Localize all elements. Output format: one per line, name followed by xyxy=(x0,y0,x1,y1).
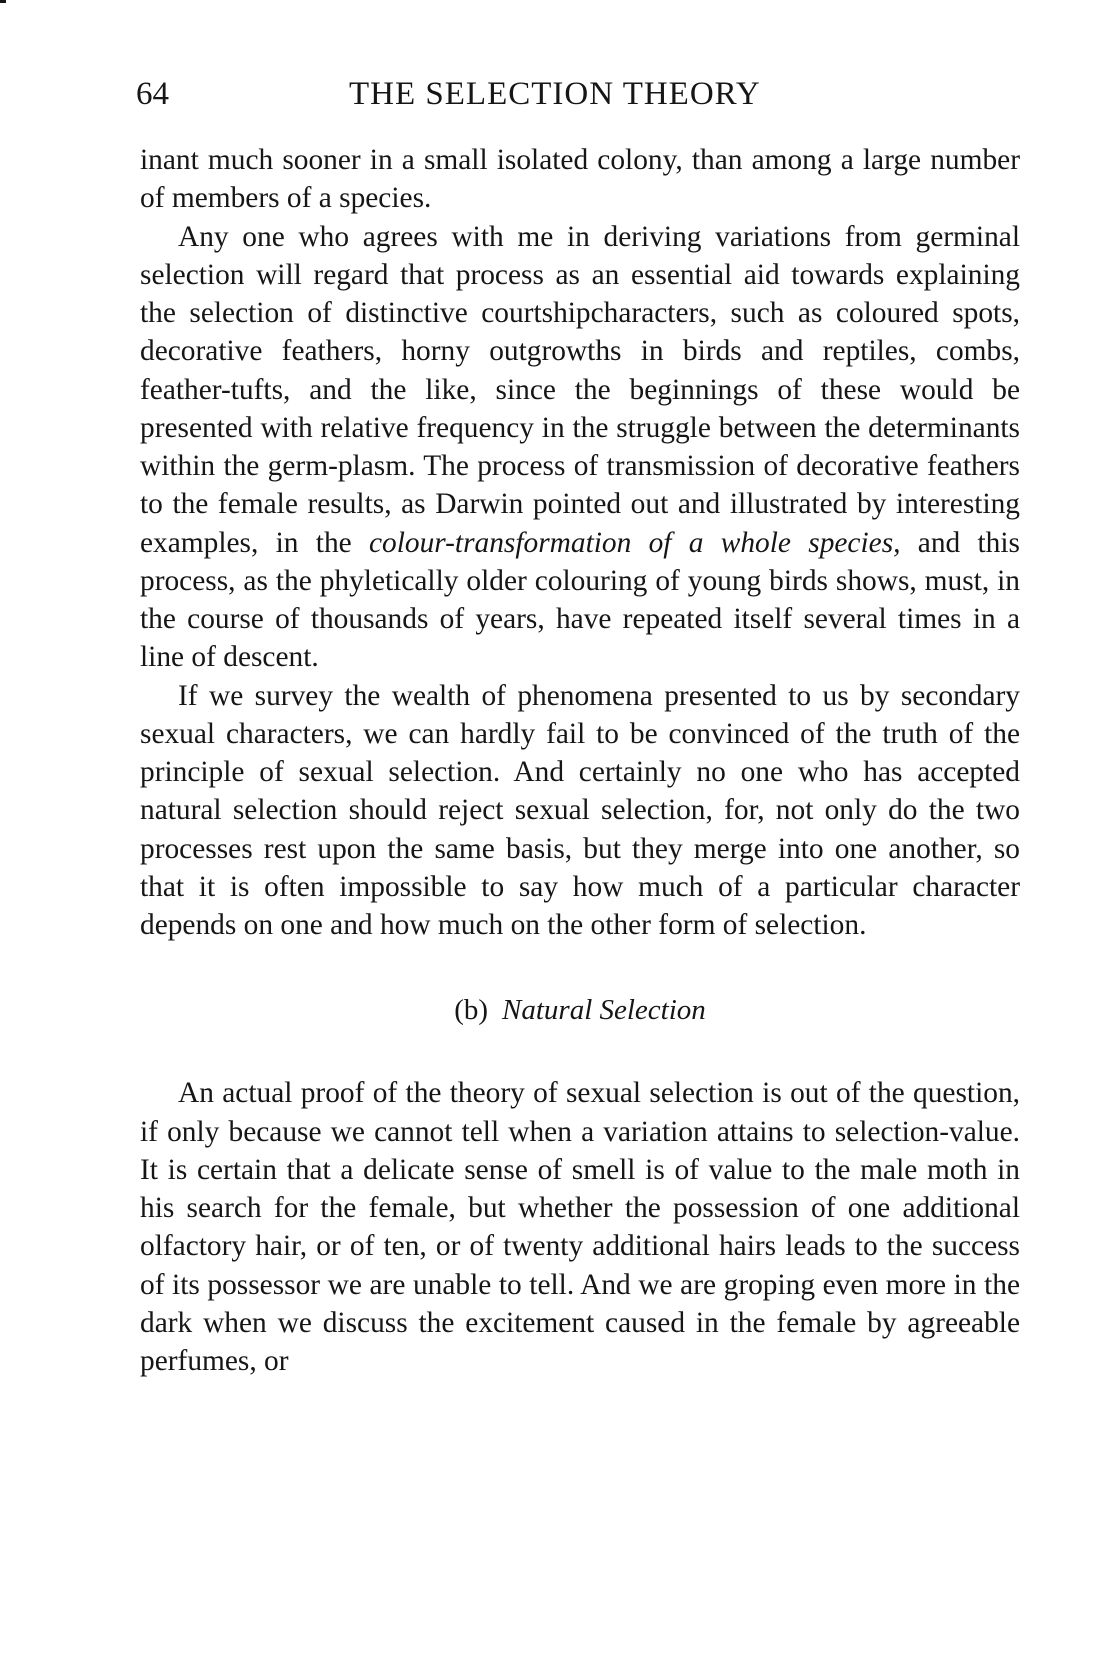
body-text xyxy=(140,141,1020,1380)
paragraph-continued xyxy=(140,141,1020,218)
italic-phrase: colour-transformation of a whole species, xyxy=(369,526,901,559)
text-run: If we survey the wealth of phenomena presented to us by secondary sexual characters, we can hardly fail to be convinced of the truth of the principle of sexual selection. And certainly no one who has accepted natural selection should reject sexual selection, for, not only do the two processes rest upon the same basis, but they merge into one another, so that it is often impossible to say how much of a particular character depends on one and how much on the other form of selection. xyxy=(140,679,1020,941)
text-run: An actual proof of the theory of sexual selection is out of the question, if only because we cannot tell when a variation attains to selection-value. It is certain that a delicate sense of smell is of value to the male moth in his search for the female, but whether the possession of one additional olfactory hair, or of ten, or of twenty additional hairs leads to the success of its possessor we are unable to tell. And we are groping even more in the dark when we discuss the excitement caused in the female by agreeable perfumes, or xyxy=(140,1077,1020,1377)
paragraph-sexual-selection xyxy=(140,677,1020,945)
text-run: Any one who agrees with me in deriving variations from germinal selection will regard that process as an essential aid towards explaining the selection of distinctive courtshipcharacters, such as coloured spots, decorative feathers, horny outgrowths in birds and reptiles, combs, feather-tufts, and the like, since the beginnings of these would be presented with relative frequency in the struggle between the determinants within the germ-plasm. The process of transmission of decorative feathers to the female results, as Darwin pointed out and illustrated by interesting examples, in the xyxy=(140,220,1020,559)
section-label: (b) xyxy=(454,994,489,1027)
running-head xyxy=(136,74,1021,114)
running-title: THE SELECTION THEORY xyxy=(349,76,761,112)
text-run: and this process, as the phyletically older colouring of young birds shows, must, in the course of thousands of years, have repeated itself several times in a line of descent. xyxy=(140,526,1020,674)
paragraph-germinal-selection xyxy=(140,218,1020,677)
section-title: Natural Selection xyxy=(502,994,706,1027)
paragraph-actual-proof xyxy=(140,1074,1020,1380)
page-number: 64 xyxy=(136,76,169,112)
text-run: inant much sooner in a small isolated colony, than among a large number of members of a species. xyxy=(140,144,1020,215)
section-heading xyxy=(140,991,1020,1029)
scan-mark xyxy=(0,0,6,3)
